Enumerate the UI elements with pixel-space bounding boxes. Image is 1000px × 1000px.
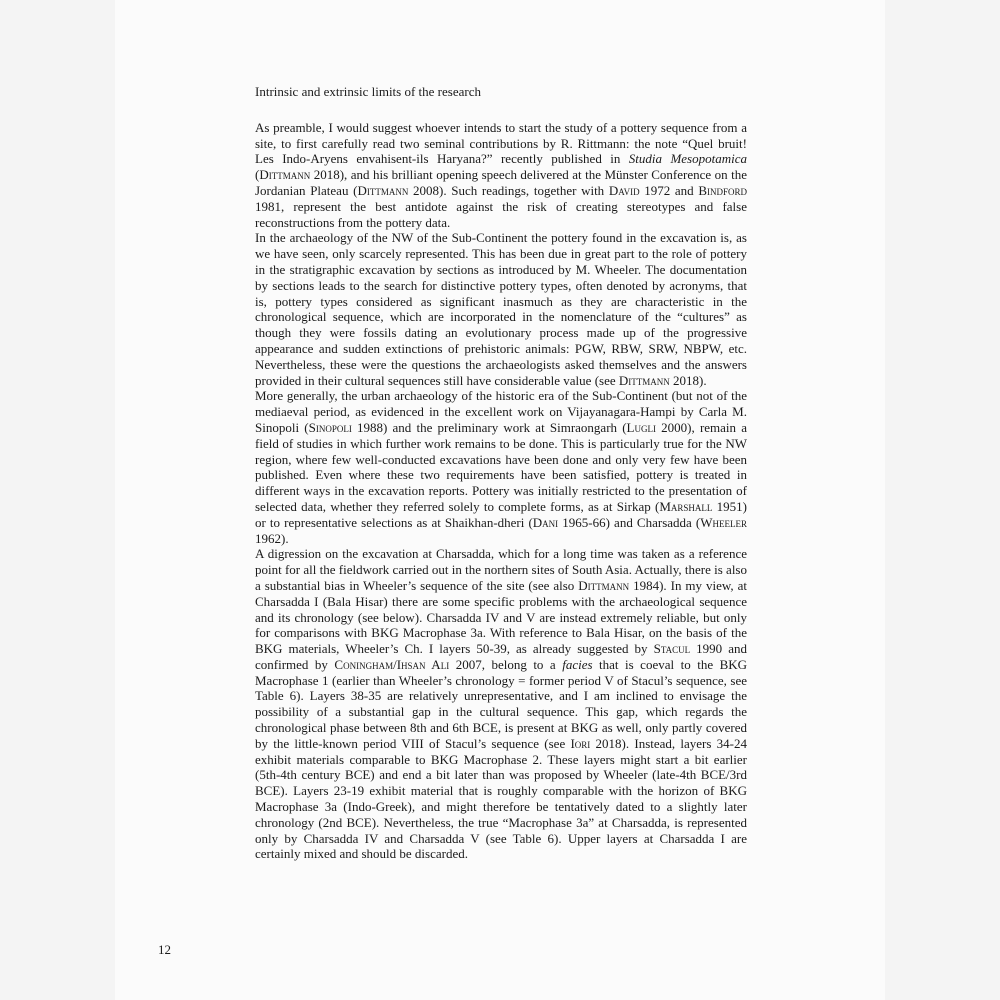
citation-author: Sinopoli <box>308 419 352 435</box>
citation-author: Dittmann <box>259 167 311 183</box>
paragraph-charsadda <box>255 546 747 862</box>
text-run: 1972 and <box>639 182 699 198</box>
text-run: 2008). Such readings, together with <box>408 182 609 198</box>
citation-author: Bindford <box>698 182 747 198</box>
text-run: 2018). Instead, layers 34-24 exhibit materials comparable to BKG Macrophase 2. These layers might start a bit earlier (5th-4th century BCE) and end a bit later than was proposed by Wheeler (late-4th BCE/3rd BCE). Layers 23-19 exhibit material that is roughly comparable with the horizon of BKG Macrophase 3a (Indo-Greek), and might therefore be tentatively dated to a slightly later chronology (2nd BCE). Nevertheless, the true “Macrophase 3a” at Charsadda, is represented only by Charsadda IV and Charsadda V (see Table 6). Upper layers at Charsadda I are certainly mixed and should be discarded. <box>255 735 747 862</box>
italic-term: facies <box>562 656 593 672</box>
citation-author: Coningham/Ihsan Ali <box>334 656 450 672</box>
citation-author: Wheeler <box>700 514 747 530</box>
text-run: In the archaeology of the NW of the Sub-Continent the pottery found in the excavation is, as we have seen, only scarcely represented. This has been due in great part to the role of pottery in the stratigraphic excavation by sections as introduced by M. Wheeler. The documentation by sections leads to the search for distinctive pottery types, often denoted by acronyms, that is, pottery types considered as significant inasmuch as they are characteristic in the chronological sequence, which are incorporated in the nomenclature of the “cultures” as though they were fossils dating an evolutionary process made up of the progressive appearance and sudden extinctions of prehistoric animals: PGW, RBW, SRW, NBPW, etc. Nevertheless, these were the questions the archaeologists asked themselves and the answers provided in their cultural sequences still have considerable value (see <box>255 230 747 388</box>
text-run: 2007, belong to a <box>449 656 563 672</box>
citation-author: Dittmann <box>357 182 409 198</box>
text-run: 1988) and the preliminary work at Simraongarh ( <box>351 419 627 435</box>
text-run: 1981, represent the best antidote against the risk of creating stereotypes and false reconstructions from the pottery data. <box>255 198 747 230</box>
text-run: ( <box>255 167 260 183</box>
paragraph-preamble <box>255 120 747 231</box>
text-run: 1951) or to representative selections as at Shaikhan-dheri ( <box>255 498 747 530</box>
italic-title: Studia Mesopotamica <box>628 151 747 167</box>
text-run: 1990 and confirmed by <box>255 641 747 672</box>
text-run: 1965-66) and Charsadda ( <box>558 514 701 530</box>
text-run: 2018), and his brilliant opening speech delivered at the Münster Conference on the Jordanian Plateau ( <box>255 167 747 198</box>
text-run: 1962). <box>255 530 289 546</box>
text-run: 2018). <box>669 372 707 388</box>
text-run: A digression on the excavation at Charsadda, which for a long time was taken as a reference point for all the fieldwork carried out in the northern sites of South Asia. Actually, there is also a substantial bias in Wheeler’s sequence of the site (see also <box>255 546 747 593</box>
citation-author: David <box>608 182 640 198</box>
paragraph-nw-archaeology <box>255 230 747 388</box>
citation-author: Lugli <box>626 419 656 435</box>
citation-author: Marshall <box>659 498 713 514</box>
section-heading: Intrinsic and extrinsic limits of the research <box>255 84 481 99</box>
text-block <box>255 84 747 862</box>
text-run: More generally, the urban archaeology of the historic era of the Sub-Continent (but not of the mediaeval period, as evidenced in the excellent work on Vijayanagara-Hampi by Carla M. Sinopoli ( <box>255 388 747 435</box>
citation-author: Iori <box>570 735 591 751</box>
citation-author: Dani <box>532 514 559 530</box>
page-number: 12 <box>158 942 171 957</box>
text-run: As preamble, I would suggest whoever intends to start the study of a pottery sequence from a site, to first carefully read two seminal contributions by R. Rittmann: the note “Quel bruit! Les Indo-Aryens envahisent-ils Haryana?” recently published in <box>255 119 747 167</box>
text-run: that is coeval to the BKG Macrophase 1 (earlier than Wheeler’s chronology = former period V of Stacul’s sequence, see Table 6). Layers 38-35 are relatively unrepresentative, and I am inclined to envisage the possibility of a substantial gap in the cultural sequence. This gap, which regards the chronological phase between 8th and 6th BCE, is present at BKG as well, only partly covered by the little-known period VIII of Stacul’s sequence (see <box>255 656 748 751</box>
citation-author: Dittmann <box>618 372 670 388</box>
citation-author: Stacul <box>653 641 691 657</box>
text-run: 1984). In my view, at Charsadda I (Bala Hisar) there are some specific problems with the archaeological sequence and its chronology (see below). Charsadda IV and V are instead extremely reliable, but only for comparisons with BKG Macrophase 3a. With reference to Bala Hisar, on the basis of the BKG materials, Wheeler’s Ch. I layers 50-39, as already suggested by <box>255 577 748 657</box>
text-run: 2000), remain a field of studies in which further work remains to be done. This is particularly true for the NW region, where few well-conducted excavations have been done and only very few have been published. Even where these two requirements have been satisfied, pottery is treated in different ways in the excavation reports. Pottery was initially restricted to the presentation of selected data, whether they referred solely to complete forms, as at Sirkap ( <box>255 419 747 514</box>
citation-author: Dittmann <box>578 577 630 593</box>
paragraph-urban-archaeology <box>255 388 747 546</box>
